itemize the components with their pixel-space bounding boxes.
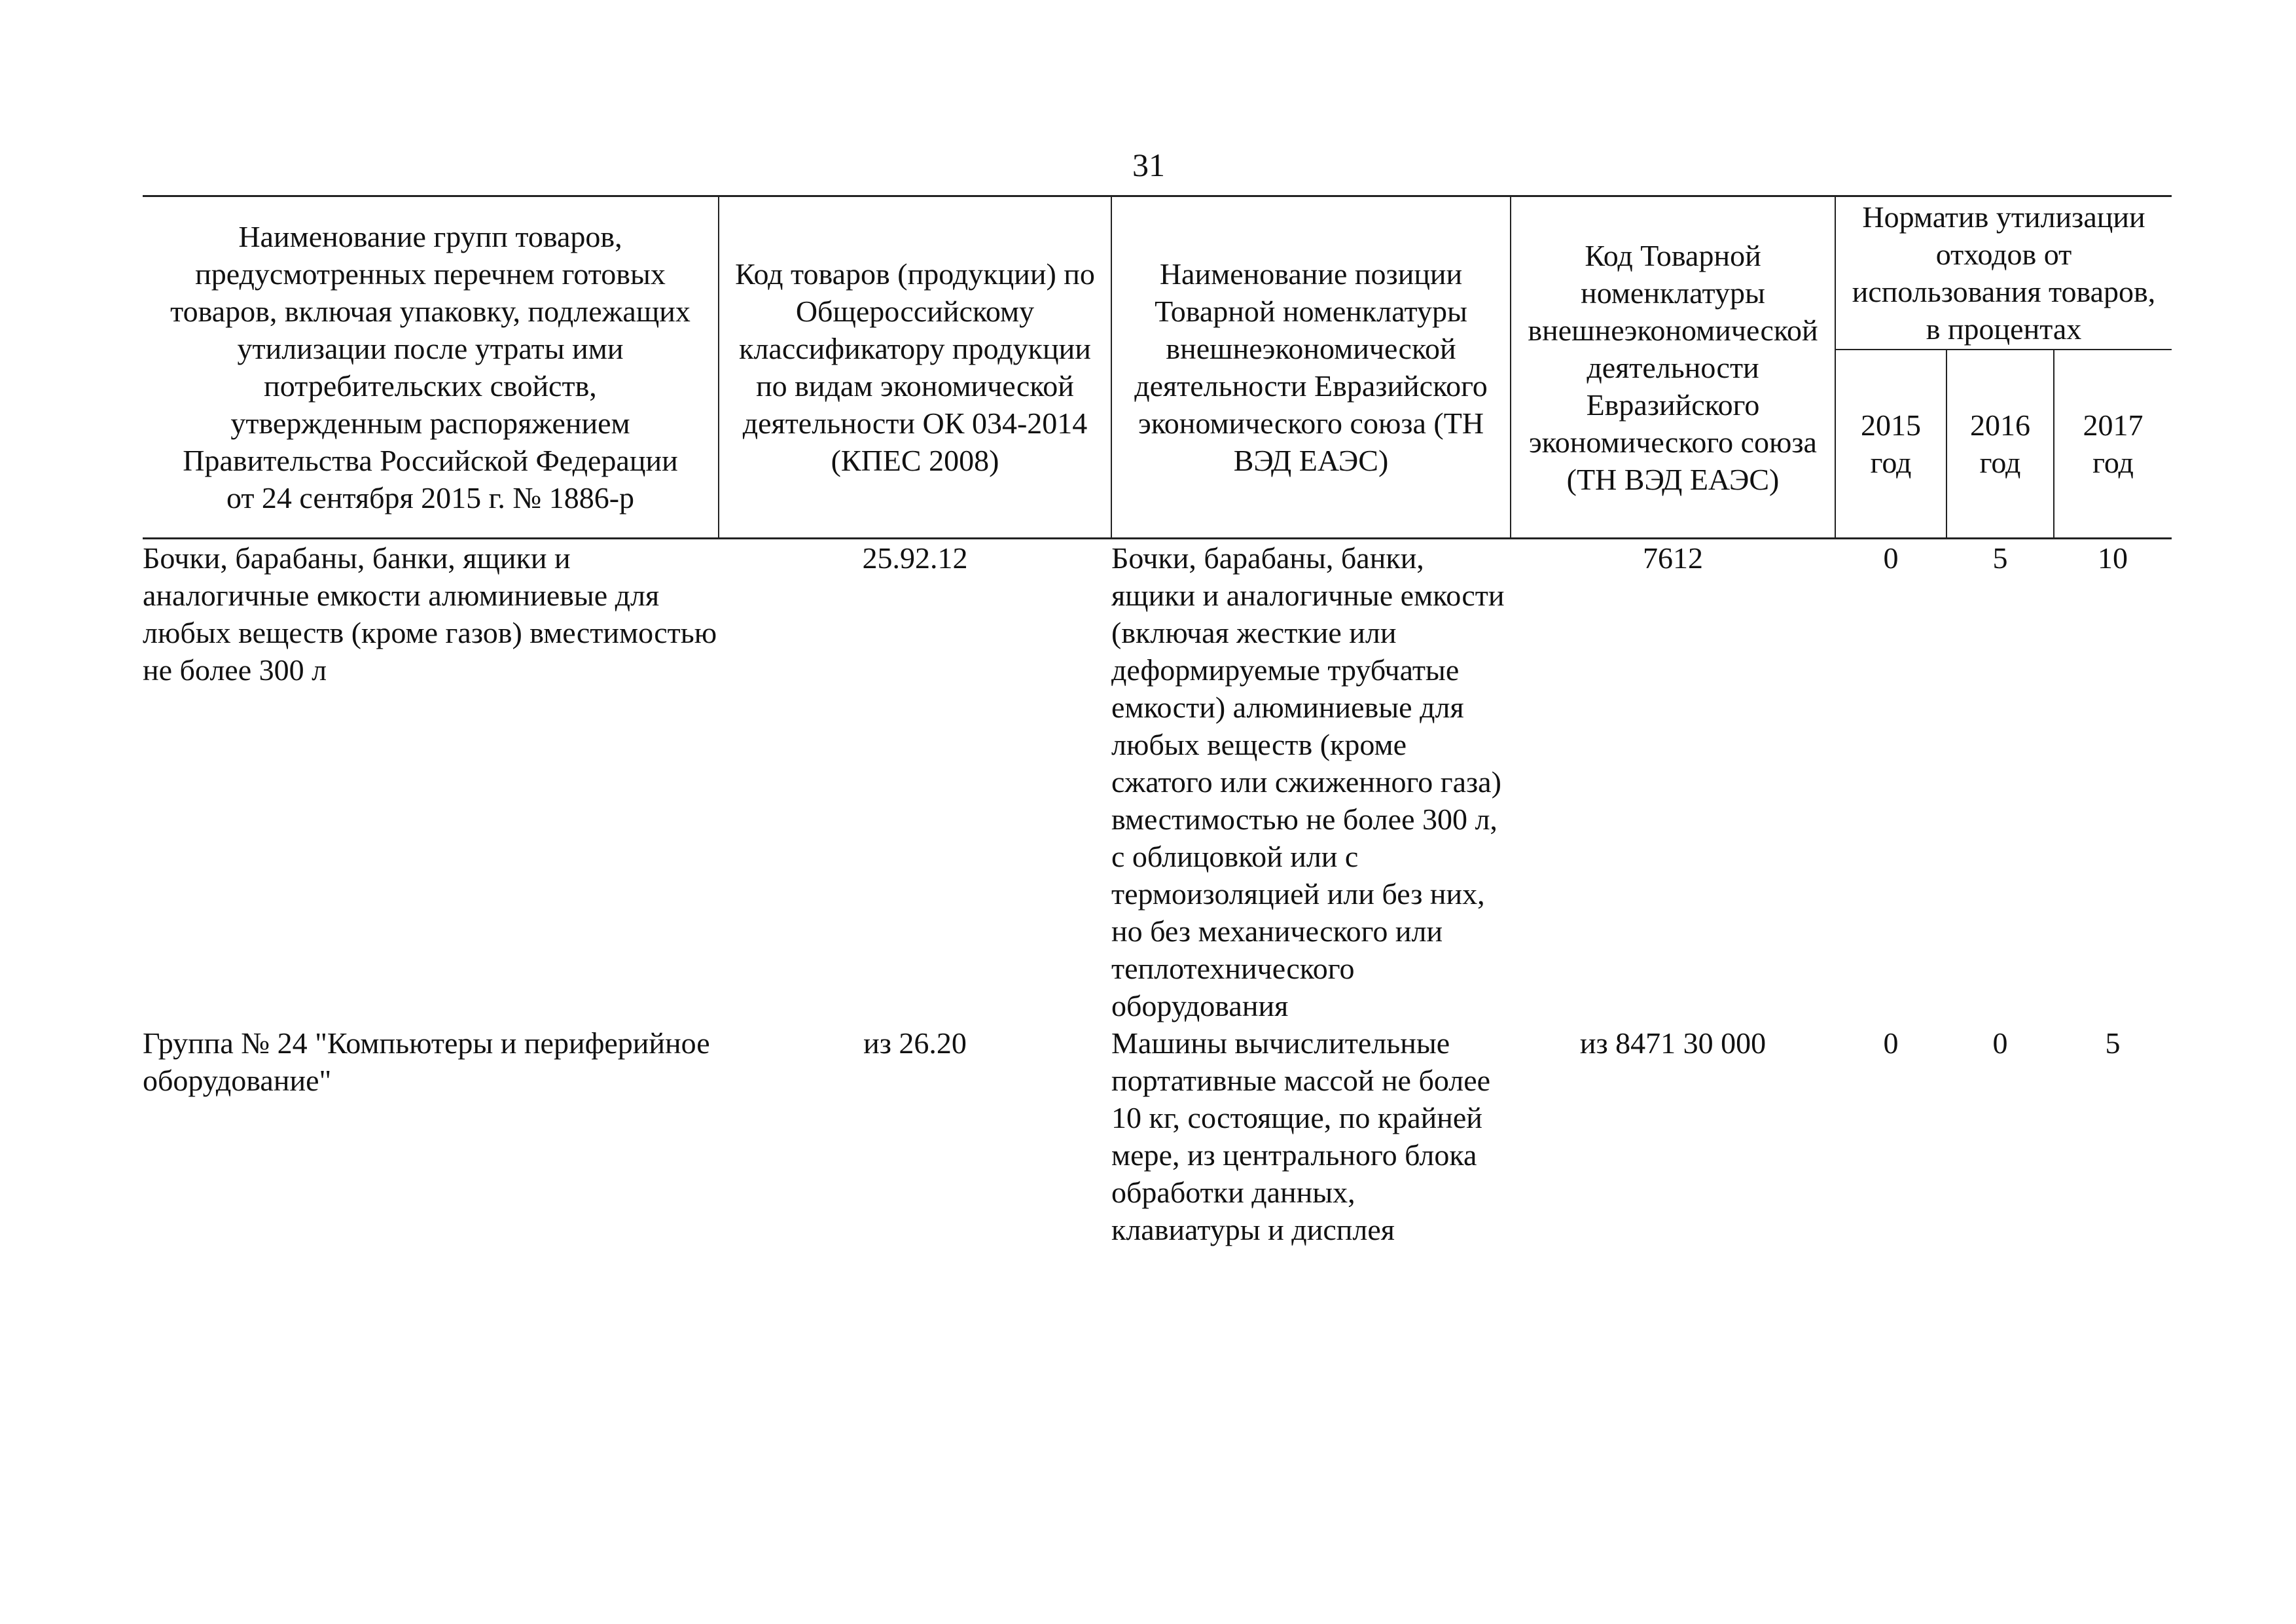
header-year-2016: 2016 год bbox=[1946, 350, 2054, 539]
header-tnved-code: Код Товарной номенклатуры внешнеэкономической деятельности Евразийского экономического союза (ТН ВЭД ЕАЭС) bbox=[1511, 196, 1835, 539]
cell-tnved-code: 7612 bbox=[1643, 541, 1703, 575]
cell-norm-2017: 5 bbox=[2105, 1026, 2121, 1060]
table-row bbox=[143, 1024, 2172, 1248]
header-row bbox=[143, 196, 2172, 350]
table-row bbox=[143, 539, 2172, 1025]
page-number: 31 bbox=[1132, 147, 1165, 183]
cell-norm-2015: 0 bbox=[1883, 541, 1899, 575]
header-tnved-name: Наименование позиции Товарной номенклатуры внешнеэкономической деятельности Евразийского экономического союза (ТН ВЭД ЕАЭС) bbox=[1111, 196, 1511, 539]
header-okpd-code: Код товаров (продукции) по Общероссийскому классификатору продукции по видам экономической деятельности ОК 034-2014 (КПЕС 2008) bbox=[719, 196, 1111, 539]
header-group-name: Наименование групп товаров, предусмотренных перечнем готовых товаров, включая упаковку, подлежащих утилизации после утраты ими потребительских свойств, утвержденным распоряжением Правительства Российской Федерации от 24 сентября 2015 г. № 1886-р bbox=[143, 196, 719, 539]
header-norm: Норматив утилизации отходов от использования товаров, в процентах bbox=[1835, 196, 2172, 350]
cell-norm-2016: 0 bbox=[1992, 1026, 2008, 1060]
header-year-2015: 2015 год bbox=[1835, 350, 1946, 539]
cell-tnved-code: из 8471 30 000 bbox=[1579, 1026, 1767, 1060]
header-year-2017: 2017 год bbox=[2054, 350, 2172, 539]
cell-okpd-code: из 26.20 bbox=[863, 1026, 967, 1060]
waste-norm-table bbox=[143, 195, 2172, 1248]
cell-norm-2017: 10 bbox=[2098, 541, 2128, 575]
cell-group-name: Группа № 24 "Компьютеры и периферийное оборудование" bbox=[143, 1026, 710, 1097]
cell-tnved-name: Бочки, барабаны, банки, ящики и аналогичные емкости (включая жесткие или деформируемые трубчатые емкости) алюминиевые для любых веществ (кроме сжатого или сжиженного газа) вместимостью не более 300 л, с облицовкой или с термоизоляцией или без них, но без механического или теплотехнического оборудования bbox=[1111, 541, 1505, 1022]
cell-norm-2016: 5 bbox=[1992, 541, 2008, 575]
cell-okpd-code: 25.92.12 bbox=[862, 541, 968, 575]
cell-group-name: Бочки, барабаны, банки, ящики и аналогичные емкости алюминиевые для любых веществ (кроме газов) вместимостью не более 300 л bbox=[143, 541, 717, 687]
cell-norm-2015: 0 bbox=[1883, 1026, 1899, 1060]
cell-tnved-name: Машины вычислительные портативные массой не более 10 кг, состоящие, по крайней мере, из центрального блока обработки данных, клавиатуры и дисплея bbox=[1111, 1026, 1491, 1246]
